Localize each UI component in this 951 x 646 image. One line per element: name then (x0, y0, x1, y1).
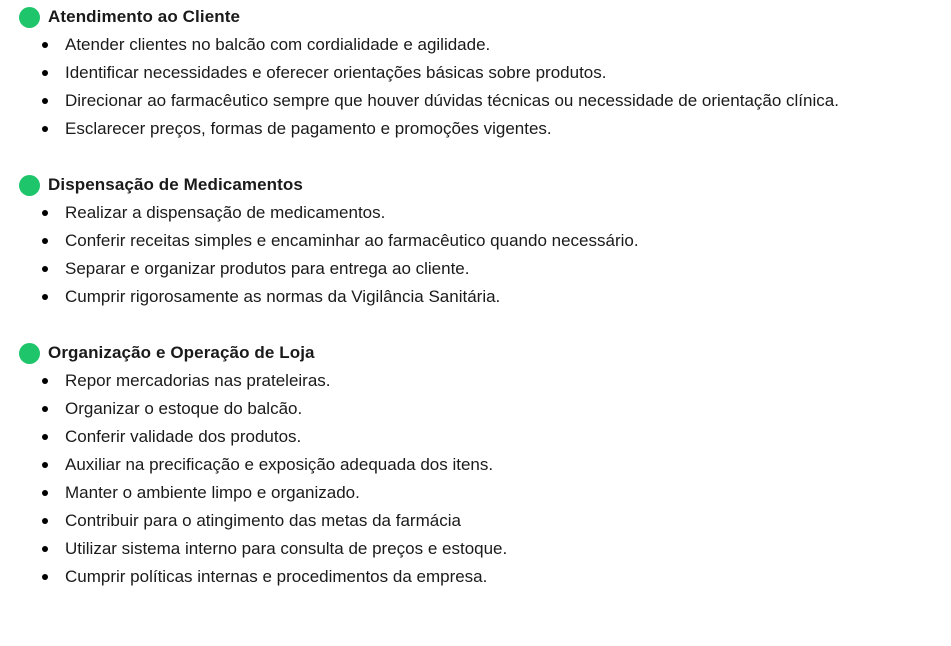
list-item (19, 115, 921, 143)
list-item (19, 59, 921, 87)
list-item-text: Cumprir rigorosamente as normas da Vigilância Sanitária. (65, 287, 501, 306)
green-circle-bullet-icon (19, 343, 40, 364)
section-title: Atendimento ao Cliente (48, 7, 241, 26)
list-item (19, 227, 921, 255)
list-item-text: Manter o ambiente limpo e organizado. (65, 483, 360, 502)
bullet-dot-icon (42, 126, 48, 132)
list-item (19, 31, 921, 59)
list-item (19, 395, 921, 423)
list-item (19, 199, 921, 227)
bullet-dot-icon (42, 574, 48, 580)
bullet-dot-icon (42, 378, 48, 384)
list-item (19, 507, 921, 535)
bullet-dot-icon (42, 266, 48, 272)
list-item (19, 283, 921, 311)
bullet-list (19, 199, 921, 311)
list-item (19, 87, 921, 115)
list-item-text: Contribuir para o atingimento das metas da farmácia (65, 511, 461, 530)
green-circle-bullet-icon (19, 7, 40, 28)
bullet-dot-icon (42, 210, 48, 216)
bullet-dot-icon (42, 98, 48, 104)
bullet-dot-icon (42, 462, 48, 468)
list-item-text: Direcionar ao farmacêutico sempre que houver dúvidas técnicas ou necessidade de orientação clínica. (65, 91, 839, 110)
bullet-dot-icon (42, 518, 48, 524)
bullet-list (19, 367, 921, 591)
list-item-text: Esclarecer preços, formas de pagamento e promoções vigentes. (65, 119, 552, 138)
list-item-text: Repor mercadorias nas prateleiras. (65, 371, 331, 390)
bullet-dot-icon (42, 294, 48, 300)
list-item-text: Organizar o estoque do balcão. (65, 399, 303, 418)
section-heading (19, 339, 921, 367)
list-item-text: Conferir receitas simples e encaminhar ao farmacêutico quando necessário. (65, 231, 639, 250)
bullet-dot-icon (42, 546, 48, 552)
list-item (19, 423, 921, 451)
bullet-dot-icon (42, 238, 48, 244)
job-duties-section (19, 3, 921, 143)
job-duties-section (19, 339, 921, 591)
list-item (19, 535, 921, 563)
list-item-text: Auxiliar na precificação e exposição adequada dos itens. (65, 455, 494, 474)
list-item (19, 367, 921, 395)
section-title: Dispensação de Medicamentos (48, 175, 303, 194)
list-item-text: Utilizar sistema interno para consulta de preços e estoque. (65, 539, 508, 558)
bullet-dot-icon (42, 434, 48, 440)
job-duties-section (19, 171, 921, 311)
list-item-text: Separar e organizar produtos para entrega ao cliente. (65, 259, 470, 278)
list-item (19, 255, 921, 283)
list-item-text: Identificar necessidades e oferecer orientações básicas sobre produtos. (65, 63, 607, 82)
bullet-dot-icon (42, 42, 48, 48)
list-item (19, 451, 921, 479)
bullet-list (19, 31, 921, 143)
list-item-text: Realizar a dispensação de medicamentos. (65, 203, 386, 222)
green-circle-bullet-icon (19, 175, 40, 196)
list-item-text: Cumprir políticas internas e procedimentos da empresa. (65, 567, 488, 586)
section-title: Organização e Operação de Loja (48, 343, 315, 362)
section-heading (19, 3, 921, 31)
bullet-dot-icon (42, 406, 48, 412)
bullet-dot-icon (42, 490, 48, 496)
bullet-dot-icon (42, 70, 48, 76)
list-item (19, 563, 921, 591)
section-heading (19, 171, 921, 199)
list-item (19, 479, 921, 507)
list-item-text: Conferir validade dos produtos. (65, 427, 302, 446)
list-item-text: Atender clientes no balcão com cordialidade e agilidade. (65, 35, 491, 54)
